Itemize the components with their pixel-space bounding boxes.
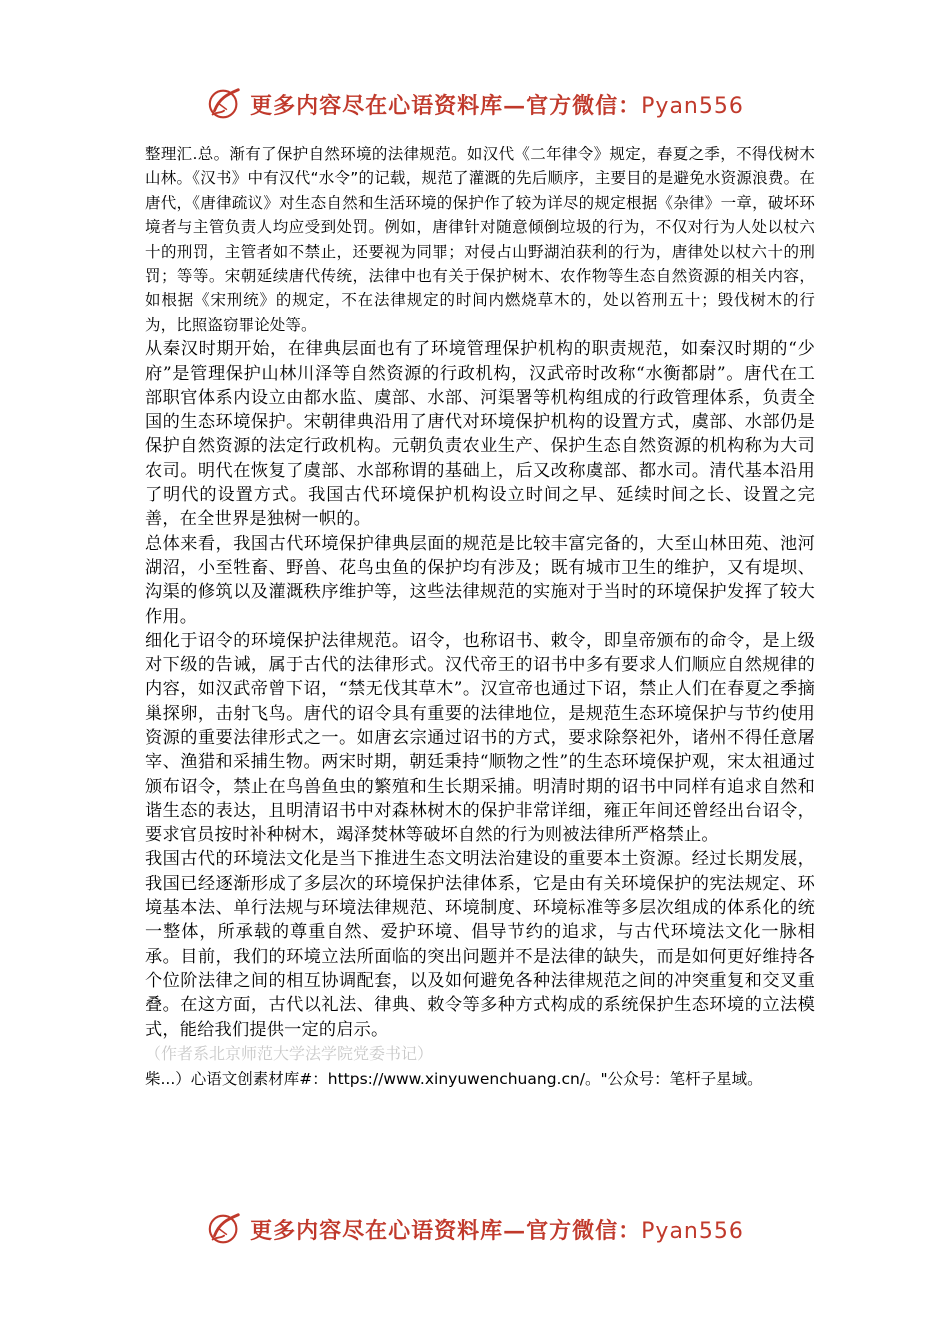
pen-signature-logo-icon (206, 85, 244, 123)
article-body (145, 142, 815, 1092)
header-banner (0, 82, 950, 126)
pen-signature-logo-icon (206, 1210, 244, 1248)
article-paragraph: 总体来看，我国古代环境保护律典层面的规范是比较丰富完备的，大至山林田苑、池河湖沼，小至牲畜、野兽、花鸟虫鱼的保护均有涉及；既有城市卫生的维护，又有堤坝、沟渠的修筑以及灌溉秩序维护等，这些法律规范的实施对于当时的环境保护发挥了较大作用。 (145, 533, 815, 627)
banner-text: 更多内容尽在心语资料库—官方微信：Pyan556 (250, 92, 744, 119)
source-footer-line: 柴...）心语文创素材库#：https://www.xinyuwenchuang.cn/。"公众号：笔杆子星域。 (145, 1069, 763, 1088)
wechat-id: Pyan556 (641, 1218, 744, 1244)
article-paragraph: 整理汇.总。渐有了保护自然环境的法律规范。如汉代《二年律令》规定，春夏之季，不得伐树木山林。《汉书》中有汉代“水令”的记载，规范了灌溉的先后顺序，主要目的是避免水资源浪费。在唐代，《唐律疏议》对生态自然和生活环境的保护作了较为详尽的规定根据《杂律》一章，破坏环境者与主管负责人均应受到处罚。例如，唐律针对随意倾倒垃圾的行为，不仅对行为人处以杖六十的刑罚，主管者如不禁止，还要视为同罪；对侵占山野湖泊获利的行为，唐律处以杖六十的刑罚；等等。宋朝延续唐代传统，法律中也有关于保护树木、农作物等生态自然资源的相关内容，如根据《宋刑统》的规定，不在法律规定的时间内燃烧草木的，处以笞刑五十；毁伐树木的行为，比照盗窃罪论处等。 (145, 145, 815, 334)
wechat-id: Pyan556 (641, 93, 744, 119)
footer-banner (0, 1207, 950, 1251)
author-byline: （作者系北京师范大学法学院党委书记） (145, 1043, 434, 1063)
article-paragraph: 从秦汉时期开始，在律典层面也有了环境管理保护机构的职责规范，如秦汉时期的“少府”是管理保护山林川泽等自然资源的行政机构，汉武帝时改称“水衡都尉”。唐代在工部职官体系内设立由都水监、虞部、水部、河渠署等机构组成的行政管理体系，负责全国的生态环境保护。宋朝律典沿用了唐代对环境保护机构的设置方式，虞部、水部仍是保护自然资源的法定行政机构。元朝负责农业生产、保护生态自然资源的机构称为大司农司。明代在恢复了虞部、水部称谓的基础上，后又改称虞部、都水司。清代基本沿用了明代的设置方式。我国古代环境保护机构设立时间之早、延续时间之长、设置之完善，在全世界是独树一帜的。 (145, 339, 815, 530)
article-paragraph: 我国古代的环境法文化是当下推进生态文明法治建设的重要本土资源。经过长期发展，我国已经逐渐形成了多层次的环境保护法律体系，它是由有关环境保护的宪法规定、环境基本法、单行法规与环境法律规范、环境制度、环境标准等多层次组成的体系化的统一整体，所承载的尊重自然、爱护环境、倡导节约的追求，与古代环境法文化一脉相承。目前，我们的环境立法所面临的突出问题并不是法律的缺失，而是如何更好维持各个位阶法律之间的相互协调配套，以及如何避免各种法律规范之间的冲突重复和交叉重叠。在这方面，古代以礼法、律典、敕令等多种方式构成的系统保护生态环境的立法模式，能给我们提供一定的启示。 (145, 849, 815, 1040)
banner-text: 更多内容尽在心语资料库—官方微信：Pyan556 (250, 1217, 744, 1244)
article-paragraph: 细化于诏令的环境保护法律规范。诏令，也称诏书、敕令，即皇帝颁布的命令，是上级对下级的告诫，属于古代的法律形式。汉代帝王的诏书中多有要求人们顺应自然规律的内容，如汉武帝曾下诏，“禁无伐其草木”。汉宣帝也通过下诏，禁止人们在春夏之季摘巢探卵，击射飞鸟。唐代的诏令具有重要的法律地位，是规范生态环境保护与节约使用资源的重要法律形式之一。如唐玄宗通过诏书的方式，要求除祭祀外，诸州不得任意屠宰、渔猎和采捕生物。两宋时期，朝廷秉持“顺物之性”的生态环境保护观，宋太祖通过颁布诏令，禁止在鸟兽鱼虫的繁殖和生长期采捕。明清时期的诏书中同样有追求自然和谐生态的表达，且明清诏书中对森林树木的保护非常详细，雍正年间还曾经出台诏令，要求官员按时补种树木，竭泽焚林等破坏自然的行为则被法律所严格禁止。 (145, 630, 815, 846)
